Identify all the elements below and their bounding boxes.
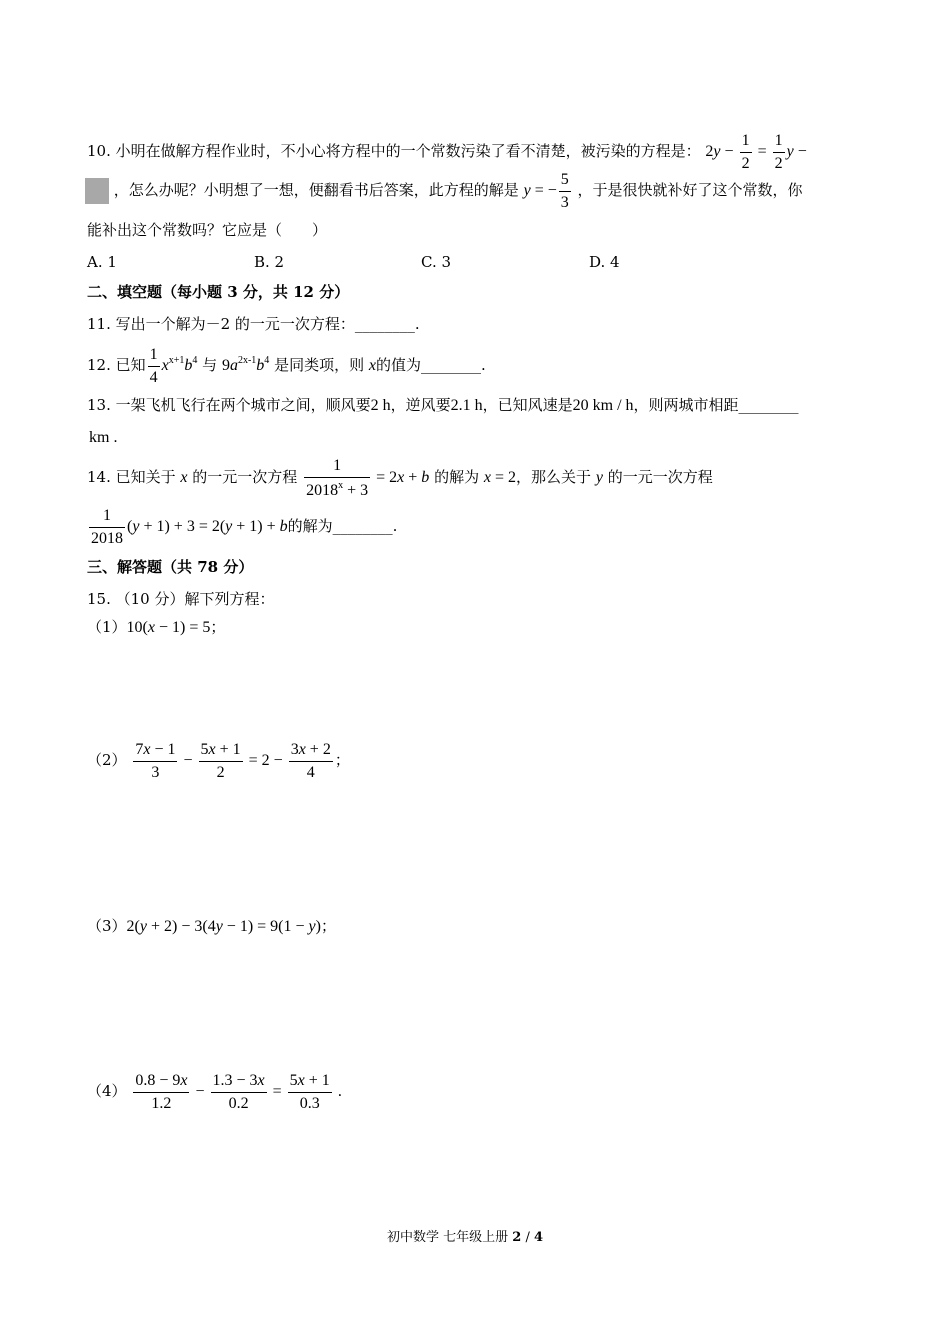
- page-total: 4: [533, 1230, 544, 1245]
- q12-variable: x: [368, 357, 376, 375]
- page-footer: 初中数学 七年级上册 2 / 4: [387, 1230, 544, 1245]
- q10-line3: 能补出这个常数吗？它应是（ ）: [87, 221, 328, 239]
- q14-equation-1: $\frac{1}{2018^x + 3}$ = 2x + b: [306, 457, 430, 499]
- q10-option-d: D. 4: [589, 253, 620, 271]
- q13-line1: 13. 一架飞机飞行在两个城市之间，顺风要2 h，逆风要2.1 h，已知风速是20 km / h，则两城市相距________: [87, 396, 799, 414]
- q10-text: 10. 小明在做解方程作业时，不小心将方程中的一个常数污染了看不清楚，被污染的方程是：: [87, 142, 701, 161]
- q12-term1: $\frac{1}{4}$ $x^{x+1}b^4$: [149, 346, 198, 386]
- q13-unit: km .: [89, 429, 118, 446]
- section-2-heading: 二、填空题（每小题 3 分，共 12 分）: [87, 283, 350, 301]
- q15-part4: （4） $\frac{0.8 - 9x}{1.2}$ − $\frac{1.3 - 3x}{0.2}$ = $\frac{5x + 1}{0.3}$ .: [87, 1072, 342, 1112]
- smudged-constant: [85, 178, 109, 204]
- section-3-heading: 三、解答题（共 78 分）: [87, 558, 254, 576]
- q15-part2: （2） $\frac{7x - 1}{3}$ − $\frac{5x + 1}{2}$ = 2 − $\frac{3x + 2}{4}$ ；: [87, 741, 350, 781]
- q14-equation-2: $\frac{1}{2018}$ (y + 1) + 3 = 2(y + 1) + b: [91, 507, 288, 547]
- page-number: 2: [512, 1230, 522, 1245]
- q10-solution: y = − $\frac{5}{3}$: [523, 171, 569, 211]
- q11: 11. 写出一个解为－2 的一元一次方程：________.: [87, 315, 420, 333]
- q10-line1: [87, 133, 807, 172]
- q15-part3: （3）2(y + 2) − 3(4y − 1) = 9(1 − y)；: [87, 917, 336, 935]
- q14-line2: $\frac{1}{2018}$ (y + 1) + 3 = 2(y + 1) + b的解为________.: [87, 508, 397, 547]
- q15-part1: （1）10(x − 1) = 5；: [87, 618, 226, 636]
- q12-term2: $9a^{2x-1}b^4$: [221, 355, 270, 375]
- q14-line1: 14. 已知关于 x 的一元一次方程 $\frac{1}{2018^x + 3}$ = 2x + b 的解为 x = 2，那么关于 y 的一元一次方程: [87, 457, 713, 499]
- q10-equation: 2y − $\frac{1}{2}$ = $\frac{1}{2}$ y −: [705, 132, 807, 172]
- q10-option-a: A. 1: [87, 253, 117, 271]
- q15-title: 15. （10 分）解下列方程：: [87, 590, 275, 608]
- q10-line2: ，怎么办呢？小明想了一想，便翻看书后答案，此方程的解是 y = − $\frac{5}{3}$ ，于是很快就补好了这个常数，你: [85, 172, 803, 211]
- q10-option-c: C. 3: [421, 253, 452, 271]
- q12: 12. 已知 $\frac{1}{4}$ $x^{x+1}b^4$ 与 $9a^{2x-1}b^4$ 是同类项，则 x的值为________.: [87, 346, 486, 386]
- q10-option-b: B. 2: [254, 253, 285, 271]
